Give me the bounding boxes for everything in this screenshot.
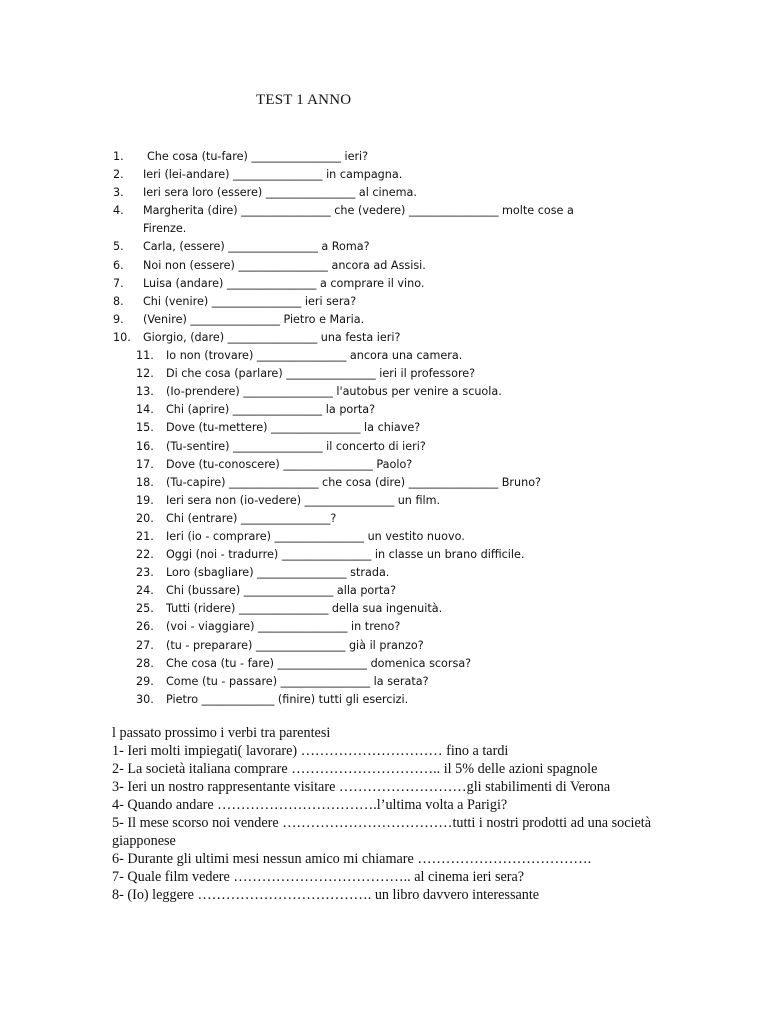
exercise-2-line: 4- Quando andare …………………………….l’ultima volta a Parigi? bbox=[112, 797, 508, 813]
item-number: 13. bbox=[136, 385, 154, 399]
item-number: 17. bbox=[136, 457, 154, 471]
item-number: 30. bbox=[136, 692, 154, 706]
item-text: Pietro _____________ (finire) tutti gli esercizi. bbox=[166, 692, 409, 706]
list-item bbox=[0, 184, 768, 202]
item-number: 25. bbox=[136, 602, 154, 616]
item-text: Ieri (lei-andare) ________________ in campagna. bbox=[143, 168, 403, 182]
item-number: 10. bbox=[113, 330, 131, 344]
item-text: Tutti (ridere) ________________ della sua ingenuità. bbox=[166, 602, 443, 616]
item-text: Chi (bussare) ________________ alla porta? bbox=[166, 584, 397, 598]
exercise-2-line: 2- La società italiana comprare ………………………….. il 5% delle azioni spagnole bbox=[112, 761, 598, 777]
list-item bbox=[0, 148, 768, 166]
list-item bbox=[0, 293, 768, 311]
exercise-2 bbox=[112, 724, 672, 904]
list-item bbox=[0, 311, 768, 329]
list-item bbox=[0, 691, 768, 709]
item-text: (Io-prendere) ________________ l'autobus per venire a scuola. bbox=[166, 385, 502, 399]
item-number: 27. bbox=[136, 638, 154, 652]
list-item bbox=[0, 474, 768, 492]
item-text: Margherita (dire) ________________ che (vedere) ________________ molte cose a bbox=[143, 204, 574, 218]
item-text: Loro (sbagliare) ________________ strada. bbox=[166, 566, 390, 580]
item-text: Come (tu - passare) ________________ la serata? bbox=[166, 674, 429, 688]
list-item bbox=[0, 600, 768, 618]
list-item bbox=[0, 655, 768, 673]
list-item bbox=[0, 257, 768, 275]
item-number: 12. bbox=[136, 367, 154, 381]
exercise-2-line: 8- (Io) leggere ………………………………. un libro davvero interessante bbox=[112, 887, 540, 903]
exercise-2-line: 1- Ieri molti impiegati( lavorare) ………………………… fino a tardi bbox=[112, 743, 509, 759]
list-item bbox=[0, 401, 768, 419]
item-number: 18. bbox=[136, 475, 154, 489]
item-text: (Venire) ________________ Pietro e Maria. bbox=[143, 312, 365, 326]
page-title: TEST 1 ANNO bbox=[256, 92, 352, 108]
item-number: 9. bbox=[113, 312, 124, 326]
item-text-continuation: Firenze. bbox=[143, 222, 187, 236]
list-item bbox=[0, 510, 768, 528]
item-text: Giorgio, (dare) ________________ una festa ieri? bbox=[143, 330, 401, 344]
item-text: Carla, (essere) ________________ a Roma? bbox=[143, 240, 370, 254]
list-item bbox=[0, 637, 768, 655]
item-number: 7. bbox=[113, 276, 124, 290]
item-number: 2. bbox=[113, 168, 124, 182]
item-text: Noi non (essere) ________________ ancora ad Assisi. bbox=[143, 258, 426, 272]
list-item bbox=[0, 202, 768, 220]
item-number: 28. bbox=[136, 656, 154, 670]
list-item bbox=[0, 564, 768, 582]
item-number: 29. bbox=[136, 674, 154, 688]
item-number: 24. bbox=[136, 584, 154, 598]
item-number: 26. bbox=[136, 620, 154, 634]
item-number: 23. bbox=[136, 566, 154, 580]
list-item bbox=[0, 618, 768, 636]
item-text: Ieri sera non (io-vedere) ________________ un film. bbox=[166, 493, 441, 507]
item-text: Chi (entrare) ________________? bbox=[166, 511, 337, 525]
list-item bbox=[0, 438, 768, 456]
item-text: (voi - viaggiare) ________________ in treno? bbox=[166, 620, 401, 634]
list-item bbox=[0, 347, 768, 365]
item-text: Ieri (io - comprare) ________________ un vestito nuovo. bbox=[166, 529, 465, 543]
exercise-2-line: 5- Il mese scorso noi vendere ………………………………tutti i nostri prodotti ad una società giapponese bbox=[112, 815, 652, 849]
item-text: Dove (tu-mettere) ________________ la chiave? bbox=[166, 421, 421, 435]
list-item bbox=[0, 238, 768, 256]
item-text: Luisa (andare) ________________ a comprare il vino. bbox=[143, 276, 425, 290]
list-item bbox=[0, 383, 768, 401]
list-item bbox=[0, 456, 768, 474]
item-number: 5. bbox=[113, 240, 124, 254]
exercise-2-line: 7- Quale film vedere ……………………………….. al cinema ieri sera? bbox=[112, 869, 525, 885]
item-text: Di che cosa (parlare) ________________ ieri il professore? bbox=[166, 367, 476, 381]
list-item bbox=[0, 275, 768, 293]
item-text: (tu - preparare) ________________ già il pranzo? bbox=[166, 638, 424, 652]
list-item bbox=[0, 673, 768, 691]
item-number: 15. bbox=[136, 421, 154, 435]
exercise-2-heading: l passato prossimo i verbi tra parentesi bbox=[112, 725, 331, 741]
item-number: 11. bbox=[136, 349, 154, 363]
exercise-2-line: 6- Durante gli ultimi mesi nessun amico mi chiamare ………………………………. bbox=[112, 851, 592, 867]
list-item bbox=[0, 365, 768, 383]
item-number: 8. bbox=[113, 294, 124, 308]
item-text: Ieri sera loro (essere) ________________ al cinema. bbox=[143, 186, 417, 200]
item-number: 14. bbox=[136, 403, 154, 417]
exercise-1-list bbox=[0, 148, 768, 709]
list-item bbox=[0, 166, 768, 184]
item-number: 19. bbox=[136, 493, 154, 507]
item-text: Dove (tu-conoscere) ________________ Paolo? bbox=[166, 457, 413, 471]
item-number: 16. bbox=[136, 439, 154, 453]
list-item bbox=[0, 546, 768, 564]
item-text: Io non (trovare) ________________ ancora una camera. bbox=[166, 349, 463, 363]
item-number: 6. bbox=[113, 258, 124, 272]
item-text: Chi (aprire) ________________ la porta? bbox=[166, 403, 376, 417]
list-item bbox=[0, 419, 768, 437]
item-number: 4. bbox=[113, 204, 124, 218]
item-number: 1. bbox=[113, 150, 124, 163]
item-number: 3. bbox=[113, 186, 124, 200]
item-text: Chi (venire) ________________ ieri sera? bbox=[143, 294, 357, 308]
item-text: Oggi (noi - tradurre) ________________ in classe un brano difficile. bbox=[166, 548, 525, 562]
item-text: Che cosa (tu-fare) ________________ ieri? bbox=[147, 150, 369, 163]
list-item bbox=[0, 582, 768, 600]
list-item bbox=[0, 329, 768, 347]
item-text: Che cosa (tu - fare) ________________ domenica scorsa? bbox=[166, 656, 472, 670]
item-text: (Tu-capire) ________________ che cosa (dire) ________________ Bruno? bbox=[166, 475, 541, 489]
item-number: 21. bbox=[136, 529, 154, 543]
exercise-2-list bbox=[112, 742, 672, 904]
list-item bbox=[0, 528, 768, 546]
item-number: 22. bbox=[136, 548, 154, 562]
exercise-2-line: 3- Ieri un nostro rappresentante visitare ………………………gli stabilimenti di Verona bbox=[112, 779, 611, 795]
item-text: (Tu-sentire) ________________ il concerto di ieri? bbox=[166, 439, 426, 453]
item-number: 20. bbox=[136, 511, 154, 525]
list-item bbox=[0, 492, 768, 510]
